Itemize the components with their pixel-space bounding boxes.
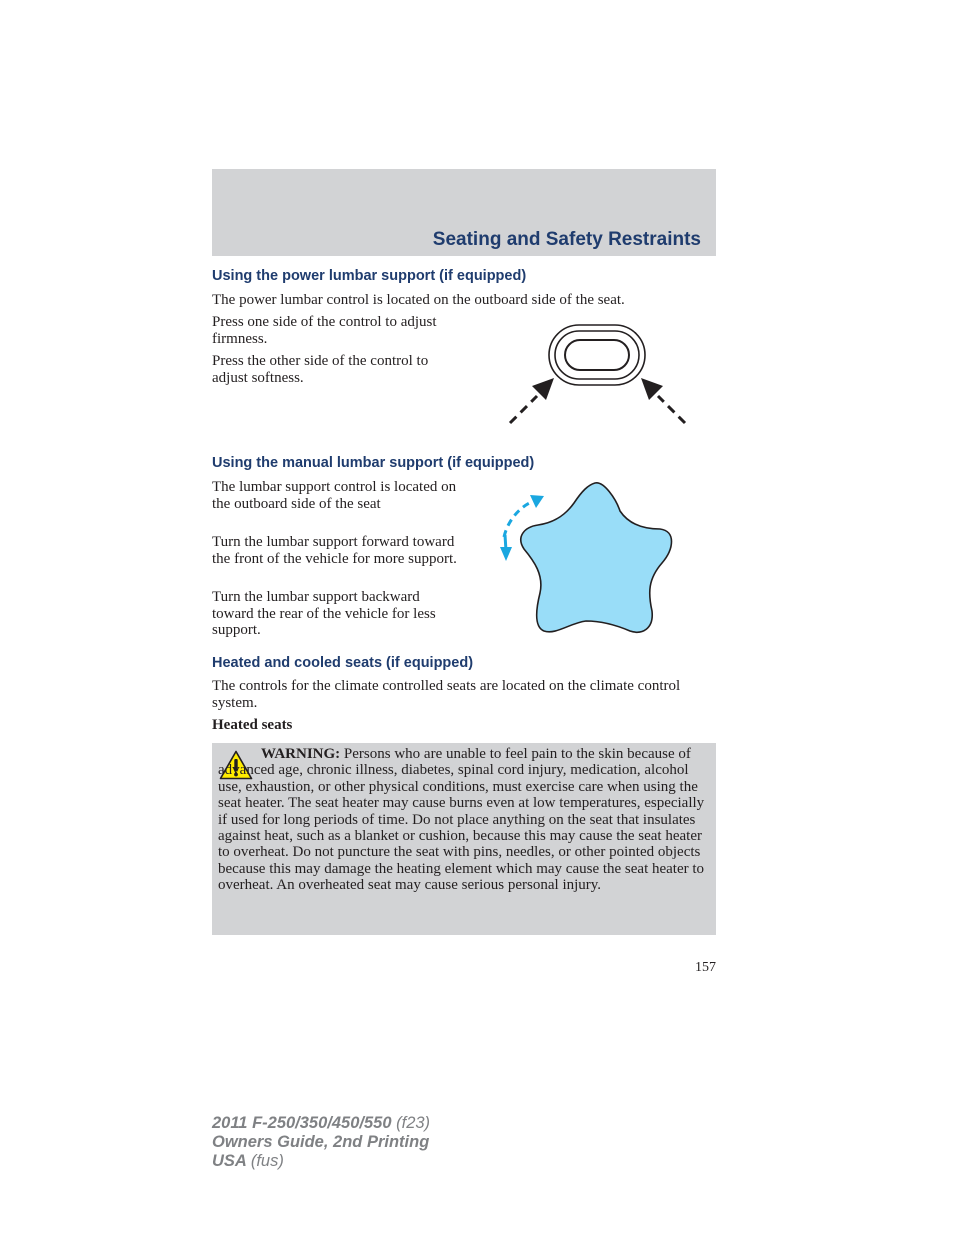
footer-line-1 [212,1114,430,1133]
page-number: 157 [695,960,716,975]
manual-lumbar-backward-text: Turn the lumbar support backward toward the rear of the vehicle for less support. [212,589,436,638]
document-footer [212,1114,430,1171]
heated-cooled-intro: The controls for the climate controlled seats are located on the climate control system. [212,678,681,711]
power-lumbar-switch-icon [500,320,700,430]
heated-cooled-heading: Heated and cooled seats (if equipped) [212,655,474,671]
manual-lumbar-location-text: The lumbar support control is located on the outboard side of the seat [212,479,457,512]
footer-line-3 [212,1152,430,1171]
warning-label: WARNING: [261,746,341,762]
footer-market: USA [212,1152,247,1170]
warning-body: Persons who are unable to feel pain to the skin because of advanced age, chronic illness, diabetes, spinal cord injury, medication, alcohol use, exhaustion, or other physical conditions, must exercise care when using the seat heater. The seat heater may cause burns even at low temperatures, especially if used for long periods of time. Do not place anything on the seat that insulates against heat, such as a blanket or cushion, because this may cause the seat heater to overheat. Do not puncture the seat with pins, needles, or other pointed objects because this may damage the heating element which may cause the seat heater to overheat. An overheated seat may cause serious personal injury. [218,746,705,894]
manual-lumbar-knob-icon [490,475,690,640]
power-lumbar-firmness-text: Press one side of the control to adjust firmness. [212,314,437,347]
power-lumbar-softness-text: Press the other side of the control to adjust softness. [212,353,429,386]
heated-seats-subheading: Heated seats [212,717,293,733]
manual-lumbar-heading: Using the manual lumbar support (if equipped) [212,455,535,471]
manual-lumbar-forward-text: Turn the lumbar support forward toward the front of the vehicle for more support. [212,534,457,567]
footer-line-2: Owners Guide, 2nd Printing [212,1133,430,1151]
power-lumbar-heading: Using the power lumbar support (if equipped) [212,268,527,284]
warning-text [218,746,710,894]
footer-model-code: (f23) [396,1114,431,1132]
section-header-band [212,169,716,256]
footer-market-code: (fus) [250,1152,284,1170]
footer-model: 2011 F-250/350/450/550 [212,1114,392,1132]
warning-box [212,743,716,935]
section-title: Seating and Safety Restraints [432,229,701,250]
power-lumbar-intro: The power lumbar control is located on the outboard side of the seat. [212,292,625,308]
